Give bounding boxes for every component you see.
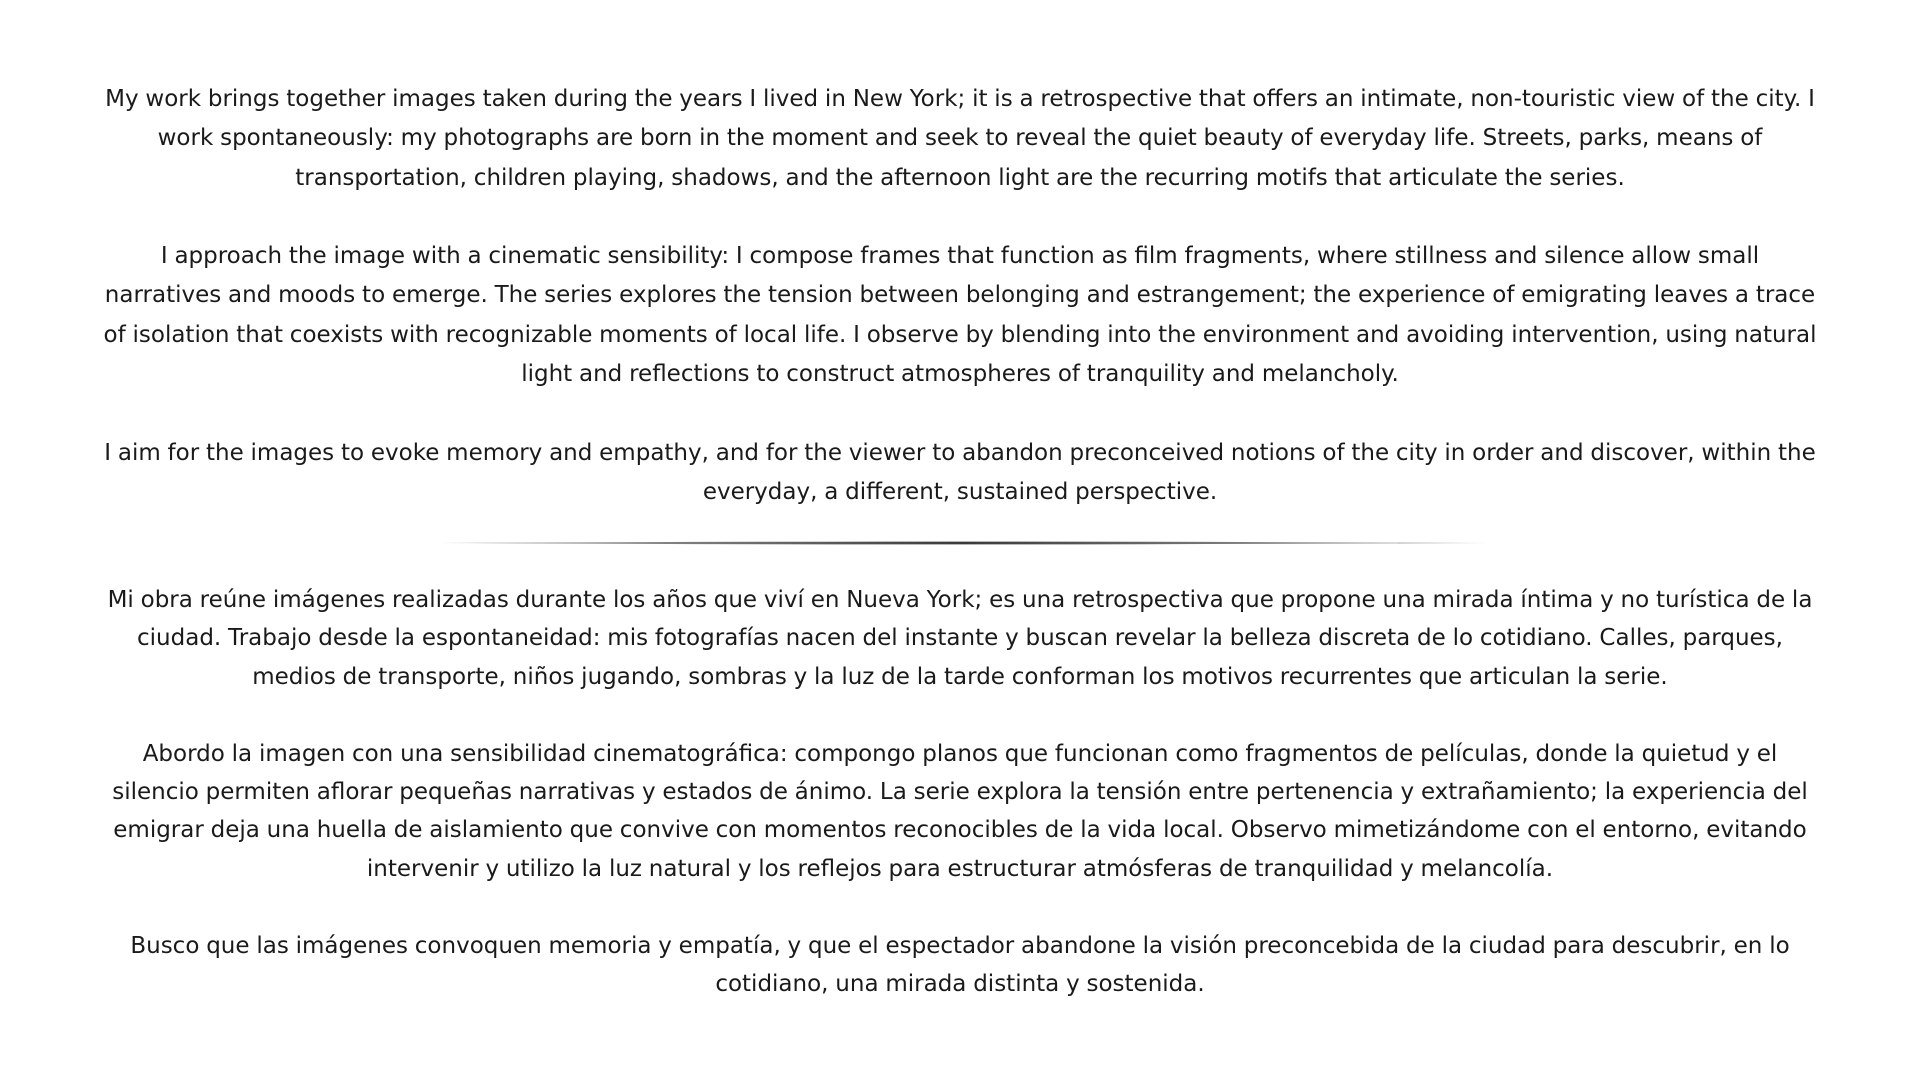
english-paragraph-3: I aim for the images to evoke memory and empathy, and for the viewer to abandon preconceived notions of the city in order and discover, within the everyday, a different, sustained perspective. [104,439,1816,505]
spanish-statement [100,581,1820,1003]
english-paragraph-2: I approach the image with a cinematic sensibility: I compose frames that function as film fragments, where stillness and silence allow small narratives and moods to emerge. The series explores the tension between belonging and estrangement; the experience of emigrating leaves a trace of isolation that coexists with recognizable moments of local life. I observe by blending into the environment and avoiding intervention, using natural light and reflections to construct atmospheres of tranquility and melancholy. [103,243,1817,388]
english-statement [100,80,1820,512]
brush-divider [437,540,1487,546]
spanish-paragraph-1: Mi obra reúne imágenes realizadas durante los años que viví en Nueva York; es una retrospectiva que propone una mirada íntima y no turística de la ciudad. Trabajo desde la espontaneidad: mis fotografías nacen del instante y buscan revelar la belleza discreta de lo cotidiano. Calles, parques, medios de transporte, niños jugando, sombras y la luz de la tarde conforman los motivos recurrentes que articulan la serie. [107,587,1813,690]
english-paragraph-1: My work brings together images taken during the years I lived in New York; it is a retrospective that offers an intimate, non-touristic view of the city. I work spontaneously: my photographs are born in the moment and seek to reveal the quiet beauty of everyday life. Streets, parks, means of transportation, children playing, shadows, and the afternoon light are the recurring motifs that articulate the series. [105,86,1815,191]
spanish-paragraph-2: Abordo la imagen con una sensibilidad cinematográfica: compongo planos que funcionan como fragmentos de películas, donde la quietud y el silencio permiten aflorar pequeñas narrativas y estados de ánimo. La serie explora la tensión entre pertenencia y extrañamiento; la experiencia del emigrar deja una huella de aislamiento que convive con momentos reconocibles de la vida local. Observo mimetizándome con el entorno, evitando intervenir y utilizo la luz natural y los reflejos para estructurar atmósferas de tranquilidad y melancolía. [112,740,1808,882]
spanish-paragraph-3: Busco que las imágenes convoquen memoria y empatía, y que el espectador abandone la visión preconcebida de la ciudad para descubrir, en lo cotidiano, una mirada distinta y sostenida. [130,932,1790,998]
